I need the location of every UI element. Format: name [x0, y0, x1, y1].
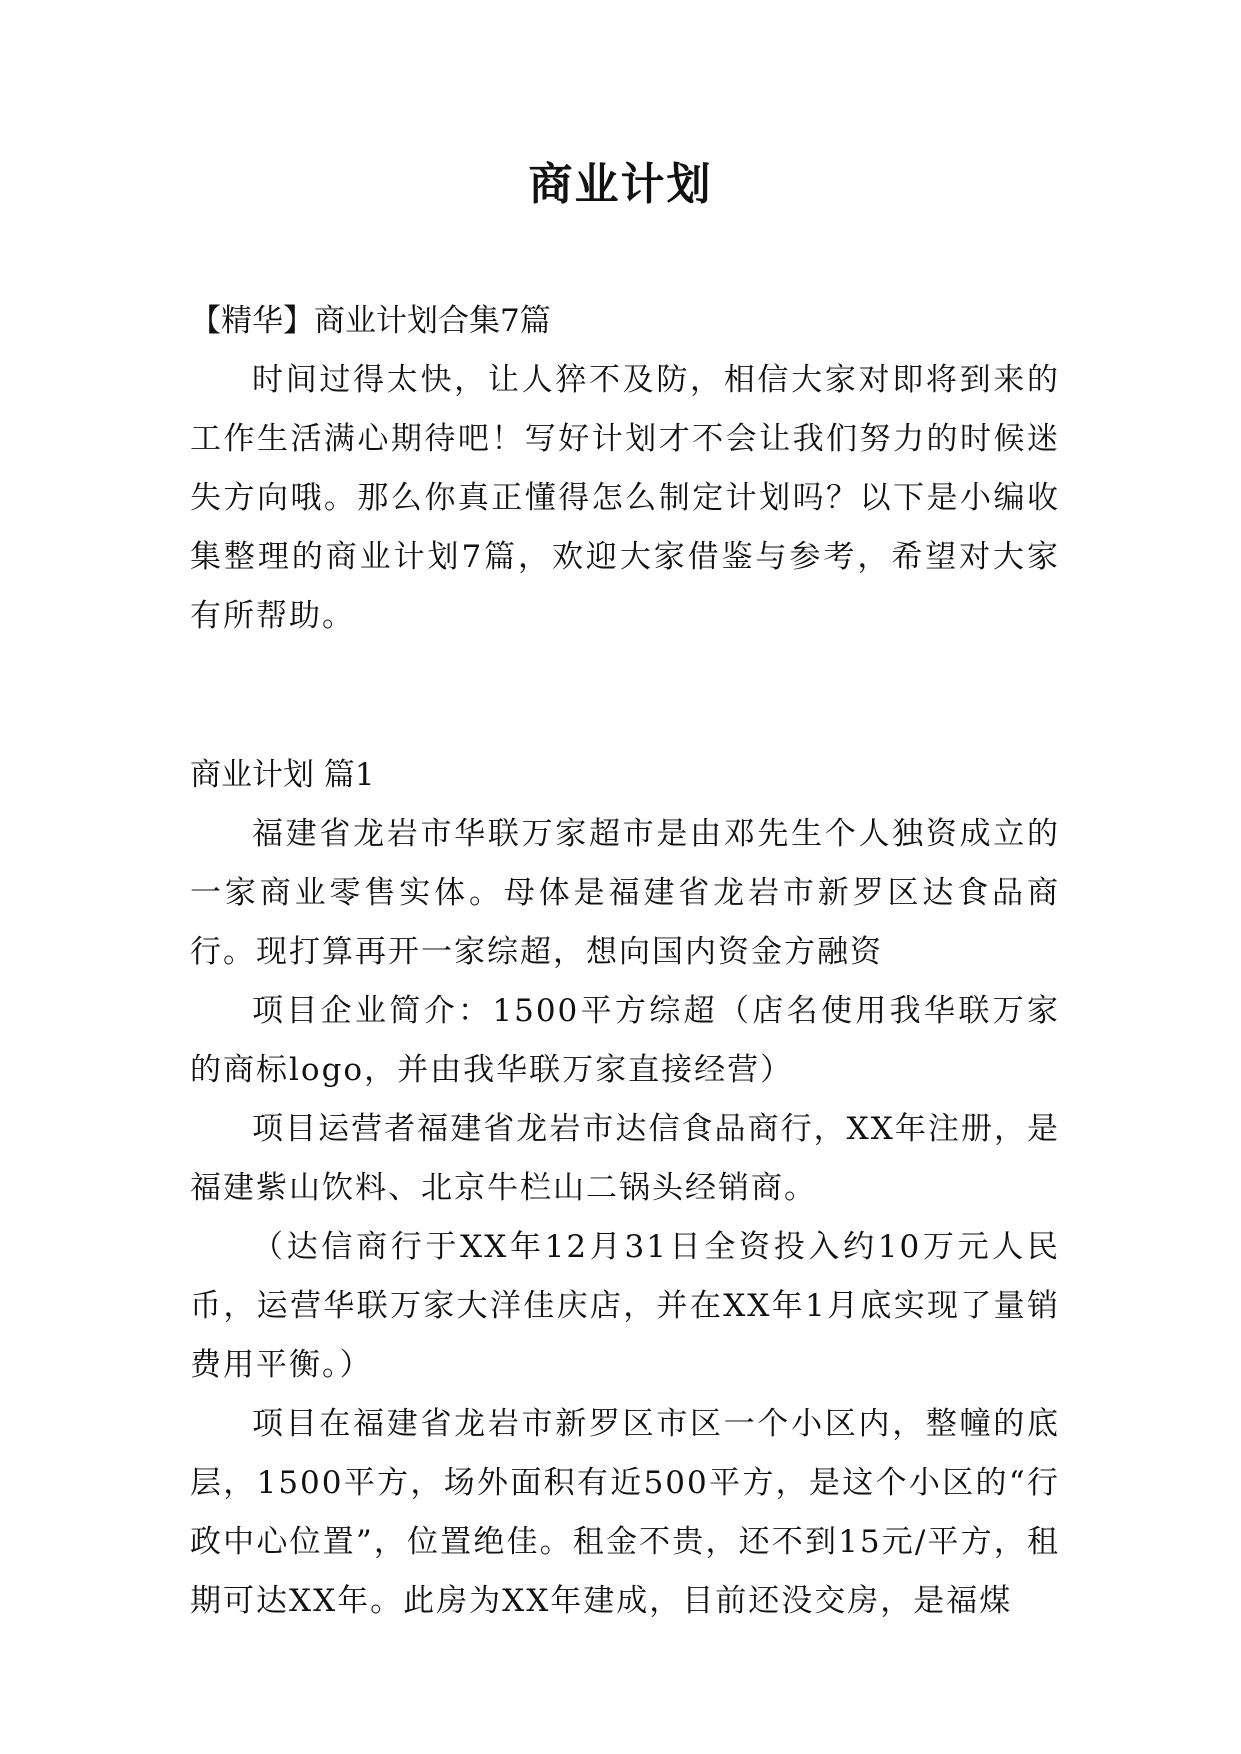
body-paragraph: 项目企业简介：1500平方综超（店名使用我华联万家的商标logo，并由我华联万家直接经营）	[190, 993, 1060, 1088]
body-paragraph: 项目运营者福建省龙岩市达信食品商行，XX年注册，是福建紫山饮料、北京牛栏山二锅头经销商。	[190, 1111, 1060, 1206]
body-paragraph: 福建省龙岩市华联万家超市是由邓先生个人独资成立的一家商业零售实体。母体是福建省龙岩市新罗区达食品商行。现打算再开一家综超，想向国内资金方融资	[190, 816, 1060, 970]
intro-paragraph: 时间过得太快，让人猝不及防，相信大家对即将到来的工作生活满心期待吧！写好计划才不会让我们努力的时候迷失方向哦。那么你真正懂得怎么制定计划吗？以下是小编收集整理的商业计划7篇，欢迎大家借鉴与参考，希望对大家有所帮助。	[190, 362, 1060, 634]
document-body	[190, 292, 1060, 1631]
section-heading: 商业计划 篇1	[190, 757, 375, 793]
body-paragraph: （达信商行于XX年12月31日全资投入约10万元人民币，运营华联万家大洋佳庆店，并在XX年1月底实现了量销费用平衡。）	[190, 1229, 1060, 1383]
section-spacer	[190, 646, 1060, 746]
document-title: 商业计划	[528, 159, 713, 210]
document-subtitle: 【精华】商业计划合集7篇	[190, 303, 551, 339]
body-paragraph: 项目在福建省龙岩市新罗区市区一个小区内，整幢的底层，1500平方，场外面积有近500平方，是这个小区的“行政中心位置”，位置绝佳。租金不贵，还不到15元/平方，租期可达XX年。此房为XX年建成，目前还没交房，是福煤	[190, 1406, 1060, 1619]
